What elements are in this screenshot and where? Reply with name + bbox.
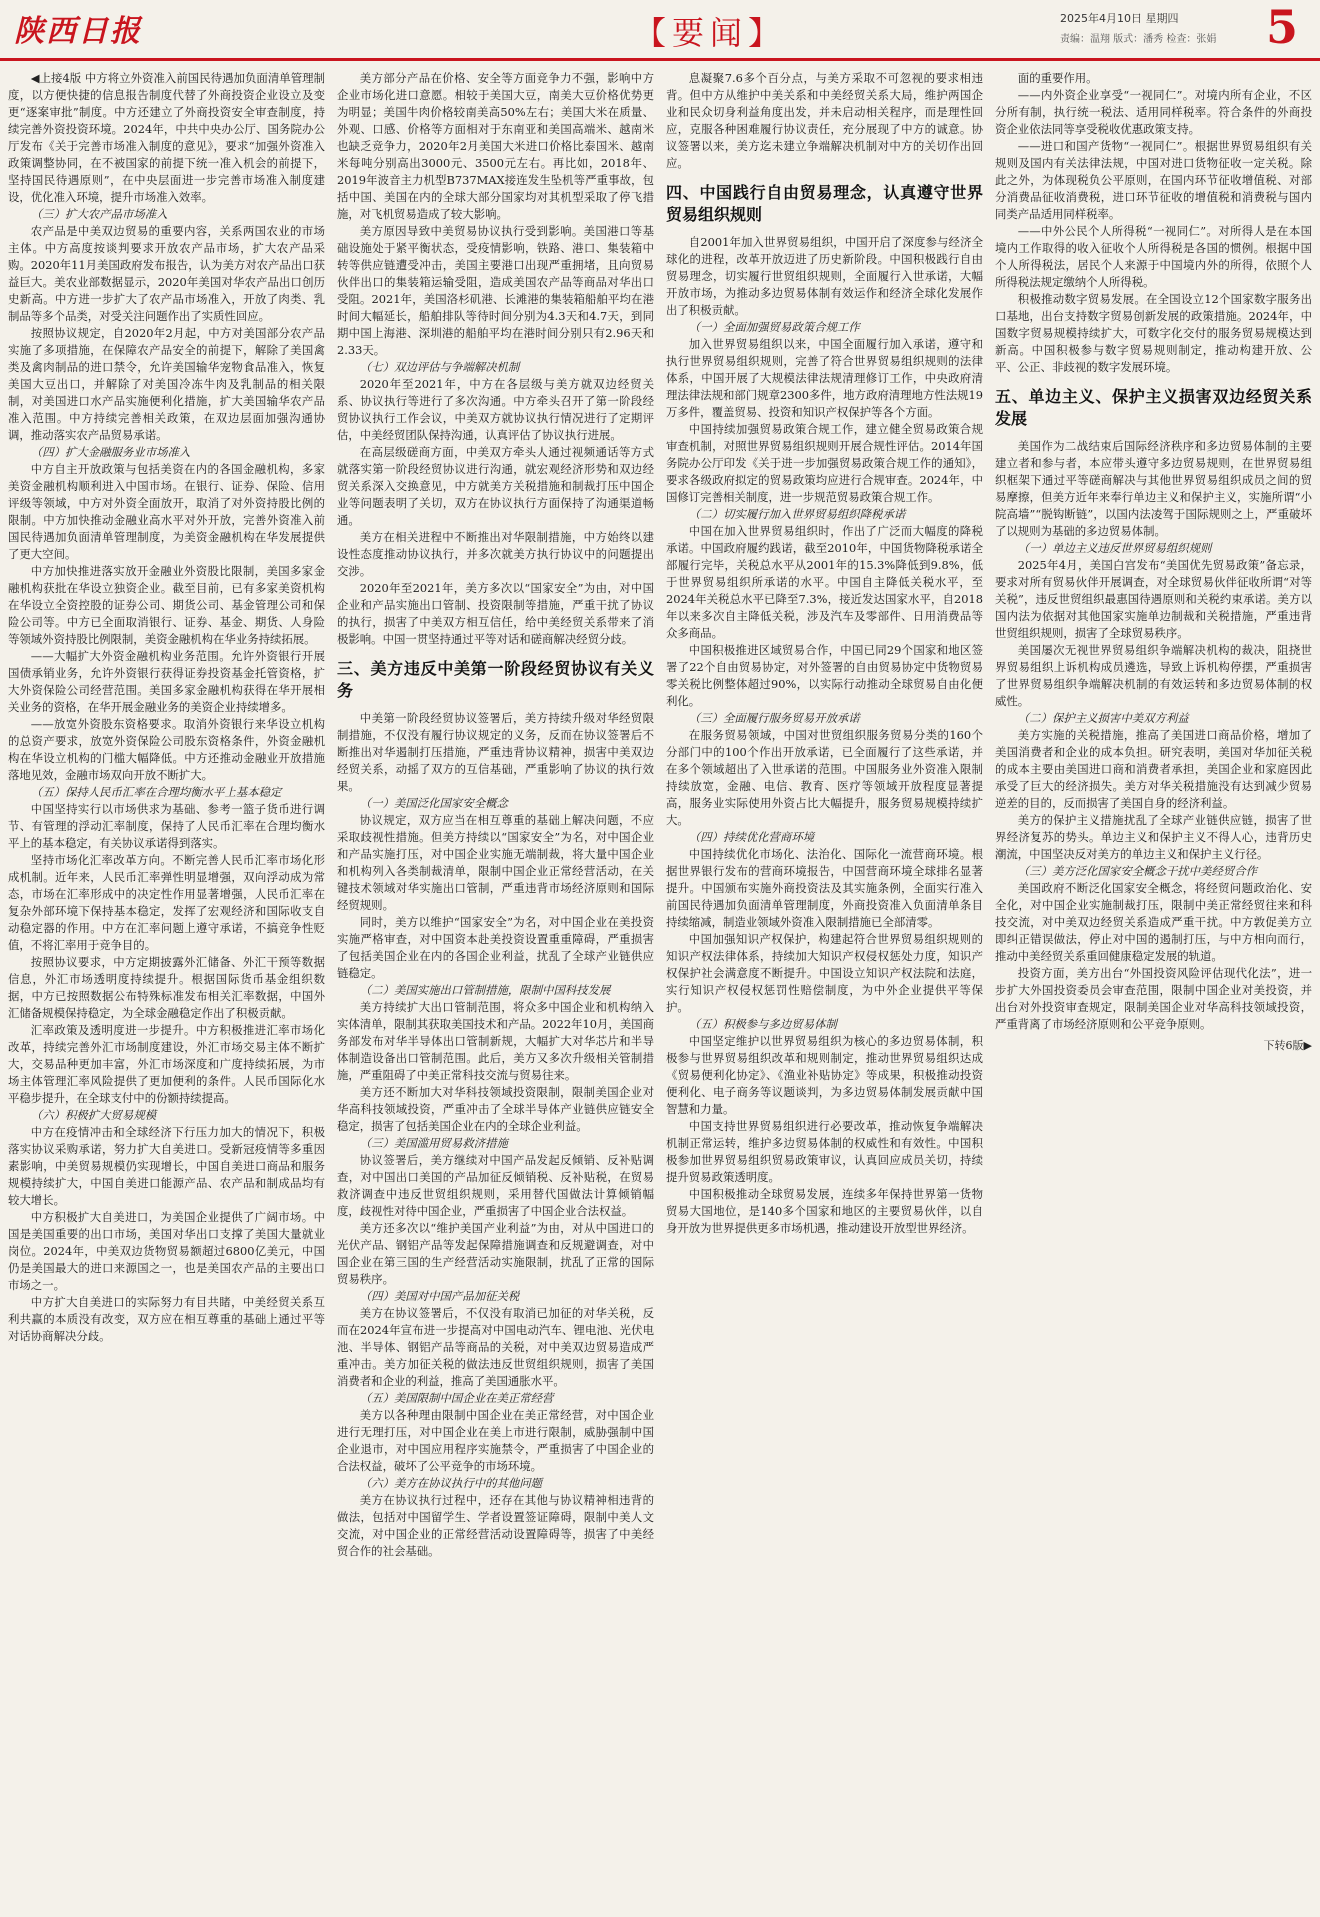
body-paragraph: 中美第一阶段经贸协议签署后，美方持续升级对华经贸限制措施，不仅没有履行协议规定的义务，反而在协议签署后不断推出对华遏制打压措施，严重违背协议精神，损害中美双边经贸关系，动摇了双方的互信基础，严重影响了协议的执行效果。: [337, 711, 654, 793]
body-paragraph: 2025年4月，美国白宫发布“美国优先贸易政策”备忘录，要求对所有贸易伙伴开展调查，对全球贸易伙伴征收所谓“对等关税”，违反世贸组织最惠国待遇原则和关税约束承诺。美方以国内法为依据对其他国家实施单边制裁和关税措施，严重违背世贸组织规则，损害了全球贸易秩序。: [995, 558, 1312, 640]
subsection-heading: （四）美国对中国产品加征关税: [359, 1289, 520, 1303]
page-number: 5: [1265, 0, 1298, 54]
body-paragraph: 中方积极扩大自美进口，为美国企业提供了广阔市场。中国是美国重要的出口市场，美国对华出口支撑了美国大量就业岗位。2024年，中美双边货物贸易额超过6800亿美元，中国仍是美国最大的进口来源国之一，也是美国农产品的主要出口市场之一。: [8, 1210, 325, 1292]
body-paragraph: 美方还不断加大对华科技领域投资限制，限制美国企业对华高科技领域投资，严重冲击了全球半导体产业链供应链安全稳定，损害了包括美国企业在内的全球企业利益。: [337, 1085, 654, 1133]
subsection-heading: （五）美国限制中国企业在美正常经营: [359, 1391, 554, 1405]
subsection-heading: （三）全面履行服务贸易开放承诺: [688, 711, 860, 725]
body-paragraph: 中国加强知识产权保护，构建起符合世界贸易组织规则的知识产权法律体系，持续加大知识产权侵权惩处力度，知识产权保护社会满意度不断提升。中国设立知识产权法院和法庭，实行知识产权侵权惩罚性赔偿制度，为中外企业提供平等保护。: [666, 932, 983, 1014]
body-paragraph: ——放宽外资股东资格要求。取消外资银行来华设立机构的总资产要求，放宽外资保险公司股东资格条件，外资金融机构在华设立机构的门槛大幅降低。中方还推动金融业开放措施落地见效，金融市场双向开放不断扩大。: [8, 717, 325, 782]
body-paragraph: 美方以各种理由限制中国企业在美正常经营，对中国企业进行无理打压，对中国企业在美上市进行限制，威胁强制中国企业退市，对中国应用程序实施禁令，严重损害了中国企业的合法权益，破坏了公平竞争的市场环境。: [337, 1408, 654, 1473]
body-paragraph: 中国在加入世界贸易组织时，作出了广泛而大幅度的降税承诺。中国政府履约践诺，截至2010年，中国货物降税承诺全部履行完毕，关税总水平从2001年的15.3%降低到9.8%，低于世界贸易组织所承诺的水平。中国自主降低关税水平，至2024年关税总水平已降至7.3%，接近发达国家水平，自2018年以来多次自主降低关税，涉及汽车及零部件、日用消费品等众多商品。: [666, 524, 983, 640]
body-paragraph: ——内外资企业享受“一视同仁”。对境内所有企业，不区分所有制，执行统一税法、适用同样税率。符合条件的外商投资企业依法同等享受税收优惠政策支持。: [995, 88, 1312, 136]
masthead: [0, 0, 1320, 61]
section-title-text: 要闻: [672, 14, 749, 52]
body-paragraph: ——进口和国产货物“一视同仁”。根据世界贸易组织有关规则及国内有关法律法规，中国对进口货物征收一定关税。除此之外，为体现税负公平原则，在国内环节征收增值税、对部分消费品征收消费税，进口环节征收的增值税和消费税与国内同类产品适用同样税率。: [995, 139, 1312, 221]
body-paragraph: 美方实施的关税措施，推高了美国进口商品价格，增加了美国消费者和企业的成本负担。研究表明，美国对华加征关税的成本主要由美国进口商和消费者承担，美国企业和家庭因此承受了巨大的经济损失。美方对华关税措施没有达到减少贸易逆差的目的，反而损害了美国自身的经济利益。: [995, 728, 1312, 810]
subsection-heading: （一）美国泛化国家安全概念: [359, 796, 508, 810]
body-paragraph: 中方自主开放政策与包括美资在内的各国金融机构，多家美资金融机构顺利进入中国市场。在银行、证券、保险、信用评级等领域，中方对外资全面放开，取消了对外资持股比例的限制。中方加快推动金融业高水平对外开放，完善外资准入前国民待遇加负面清单管理制度，为美资金融机构在华发展提供了更大空间。: [8, 462, 325, 561]
subsection-heading: （二）保护主义损害中美双方利益: [1017, 711, 1189, 725]
article-column-3: [666, 70, 983, 1905]
body-paragraph: 按照协议规定，自2020年2月起，中方对美国部分农产品实施了多项措施，在保障农产品安全的前提下，解除了美国禽类及禽肉制品的进口禁令，允许美国输华宠物食品准入，恢复美国大豆出口，并解除了对美国冷冻牛肉及乳制品的相关限制，对美国进口水产品实施便利化措施，扩大美国输华农产品准入范围。中方持续完善相关政策，在双边层面加强沟通协调，推动落实农产品贸易承诺。: [8, 326, 325, 442]
body-paragraph: 在高层级磋商方面，中美双方牵头人通过视频通话等方式就落实第一阶段经贸协议进行沟通，就宏观经济形势和双边经贸关系深入交换意见，中方就美方关税措施和制裁打压中国企业等问题表明了关切，双方在协议执行方面保持了沟通渠道畅通。: [337, 445, 654, 527]
body-paragraph: 中方扩大自美进口的实际努力有目共睹，中美经贸关系互利共赢的本质没有改变，双方应在相互尊重的基础上通过平等对话协商解决分歧。: [8, 1295, 325, 1343]
body-paragraph: ◀上接4版 中方将立外资准入前国民待遇加负面清单管理制度，以方便快捷的信息报告制度代替了外商投资企业设立及变更“逐案审批”制度。中方还建立了外商投资安全审查制度，持续完善外资投资环境。2024年，中共中央办公厅、国务院办公厅发布《关于完善市场准入制度的意见》，要求“加强外资准入政策调整协同，在不被国家的前提下统一准入机会的前提下，坚持国民待遇原则”，在中央层面进一步完善市场准入制度建设，优化准入环境，提升市场准入效率。: [8, 71, 325, 204]
body-paragraph: 美方在协议签署后，不仅没有取消已加征的对华关税，反而在2024年宣布进一步提高对中国电动汽车、锂电池、光伏电池、半导体、钢铝产品等商品的关税，对中美双边贸易造成严重冲击。美方加征关税的做法违反世贸组织规则，损害了美国消费者和企业的利益，推高了美国通胀水平。: [337, 1306, 654, 1388]
body-paragraph: 同时，美方以维护“国家安全”为名，对中国企业在美投资实施严格审查，对中国资本赴美投资设置重重障碍，严重损害了包括美国企业在内的各国企业利益，扰乱了全球产业链供应链稳定。: [337, 915, 654, 980]
body-paragraph: 中国持续加强贸易政策合规工作，建立健全贸易政策合规审查机制，对照世界贸易组织规则开展合规性评估。2014年国务院办公厅印发《关于进一步加强贸易政策合规工作的通知》，要求各级政府拟定的贸易政策均应进行合规审查。2024年，中国修订完善相关制度，进一步规范贸易政策合规工作。: [666, 422, 983, 504]
section-heading: 三、美方违反中美第一阶段经贸协议有关义务: [337, 659, 654, 700]
article-columns: [8, 70, 1312, 1905]
body-paragraph: 2020年至2021年，美方多次以“国家安全”为由，对中国企业和产品实施出口管制、投资限制等措施，严重干扰了协议的执行，损害了中美双方相互信任，给中美经贸关系带来了消极影响。中国一贯坚持通过平等对话和磋商解决经贸分歧。: [337, 581, 654, 646]
body-paragraph: 协议规定，双方应当在相互尊重的基础上解决问题，不应采取歧视性措施。但美方持续以“国家安全”为名，对中国企业和产品实施打压，对中国企业实施无端制裁，将大量中国企业和机构列入各类制裁清单，限制中国企业正常经营活动，在关键技术领域对华实施出口管制，严重违背市场经济原则和国际经贸规则。: [337, 813, 654, 912]
body-paragraph: 中国坚持实行以市场供求为基础、参考一篮子货币进行调节、有管理的浮动汇率制度，保持了人民币汇率在合理均衡水平上的基本稳定，有关协议承诺得到落实。: [8, 802, 325, 850]
subsection-heading: （七）双边评估与争端解决机制: [359, 360, 520, 374]
subsection-heading: （三）扩大农产品市场准入: [30, 207, 168, 221]
body-paragraph: 中国坚定维护以世界贸易组织为核心的多边贸易体制，积极参与世界贸易组织改革和规则制定，推动世界贸易组织达成《贸易便利化协定》、《渔业补贴协定》等成果，积极推动投资便利化、电子商务等议题谈判，为多边贸易体制发展贡献中国智慧和力量。: [666, 1034, 983, 1116]
article-column-2: [337, 70, 654, 1905]
body-paragraph: 美方的保护主义措施扰乱了全球产业链供应链，损害了世界经济复苏的势头。单边主义和保护主义不得人心，违背历史潮流，中国坚决反对美方的单边主义和保护主义行径。: [995, 813, 1312, 861]
body-paragraph: 美方部分产品在价格、安全等方面竞争力不强，影响中方企业市场化进口意愿。相较于美国大豆，南美大豆价格优势更为明显；美国牛肉价格较南美高50%左右；美国大米在质量、外观、口感、价格等方面相对于东南亚和美国高端米、越南米也缺乏竞争力，2020年2月美国大米进口价格比泰国米、越南米每吨分别高出3000元、3500元左右。再比如，2018年、2019年波音主力机型B737MAX接连发生坠机等严重事故，包括中国、美国在内的全球大部分国家均对其机型采取了停飞措施，对飞机贸易造成了较大影响。: [337, 71, 654, 221]
section-title: 【要闻】: [634, 14, 787, 52]
body-paragraph: ——大幅扩大外资金融机构业务范围。允许外资银行开展国债承销业务，允许外资银行获得证券投资基金托管资格，扩大外资保险公司经营范围。美国多家金融机构获得在华开展相关业务的资格，在华开展金融业务的美资企业持续增多。: [8, 649, 325, 714]
subsection-heading: （二）切实履行加入世界贸易组织降税承诺: [688, 507, 906, 521]
body-paragraph: 加入世界贸易组织以来，中国全面履行加入承诺，遵守和执行世界贸易组织规则，完善了符合世界贸易组织规则的法律体系，中国开展了大规模法律法规清理修订工作，中央政府清理法律法规和部门规章2300多件，地方政府清理地方性法规19万多件，覆盖贸易、投资和知识产权保护等各个方面。: [666, 337, 983, 419]
body-paragraph: 坚持市场化汇率改革方向。不断完善人民币汇率市场化形成机制。近年来，人民币汇率弹性明显增强，双向浮动成为常态，市场在汇率形成中的决定性作用显著增强，人民币汇率在复杂外部环境下保持基本稳定，发挥了宏观经济和国际收支自动稳定器的作用。中方在汇率问题上遵守承诺，不搞竞争性贬值，不将汇率用于竞争目的。: [8, 853, 325, 952]
subsection-heading: （三）美国滥用贸易救济措施: [359, 1136, 508, 1150]
subsection-heading: （一）单边主义违反世界贸易组织规则: [1017, 541, 1212, 555]
body-paragraph: 美国作为二战结束后国际经济秩序和多边贸易体制的主要建立者和参与者，本应带头遵守多边贸易规则，在世界贸易组织框架下通过平等磋商解决与其他世界贸易组织成员之间的贸易摩擦，但美方近年来奉行单边主义和保护主义，实施所谓“小院高墙”“脱钩断链”，以国内法凌驾于国际规则之上，严重破坏了以规则为基础的多边贸易体制。: [995, 439, 1312, 538]
subsection-heading: （二）美国实施出口管制措施，限制中国科技发展: [359, 983, 611, 997]
section-heading: 五、单边主义、保护主义损害双边经贸关系发展: [995, 387, 1312, 428]
body-paragraph: 汇率政策及透明度进一步提升。中方积极推进汇率市场化改革，持续完善外汇市场制度建设，外汇市场交易主体不断扩大，交易品种更加丰富，外汇市场深度和广度持续拓展，为市场主体管理汇率风险提供了更加便利的条件。人民币国际化水平稳步提升，在全球支付中的份额持续提高。: [8, 1023, 325, 1105]
body-paragraph: 美方还多次以“维护美国产业利益”为由，对从中国进口的光伏产品、钢铝产品等发起保障措施调查和反规避调查，对中国企业在第三国的生产经营活动实施限制，扰乱了正常的国际贸易秩序。: [337, 1221, 654, 1286]
subsection-heading: （五）保持人民币汇率在合理均衡水平上基本稳定: [30, 785, 282, 799]
body-paragraph: 中国积极推进区域贸易合作，中国已同29个国家和地区签署了22个自由贸易协定，对外签署的自由贸易协定中货物贸易零关税比例整体超过90%，以实际行动推动全球贸易自由化便利化。: [666, 643, 983, 708]
body-paragraph: 面的重要作用。: [1017, 71, 1098, 85]
section-heading: 四、中国践行自由贸易理念，认真遵守世界贸易组织规则: [666, 183, 983, 224]
body-paragraph: 中方在疫情冲击和全球经济下行压力加大的情况下，积极落实协议采购承诺，努力扩大自美进口。受新冠疫情等多重因素影响，中美贸易规模仍实现增长，中国自美进口商品和服务规模持续扩大，中国自美进口能源产品、农产品和制成品均有较大增长。: [8, 1125, 325, 1207]
body-paragraph: 中国持续优化市场化、法治化、国际化一流营商环境。根据世界银行发布的营商环境报告，中国营商环境全球排名显著提升。中国颁布实施外商投资法及其实施条例，全面实行准入前国民待遇加负面清单管理制度，外商投资准入负面清单条目持续缩减，制造业领域外资准入限制措施已全部清零。: [666, 847, 983, 929]
subsection-heading: （四）扩大金融服务业市场准入: [30, 445, 191, 459]
body-paragraph: 美国屡次无视世界贸易组织争端解决机构的裁决，阻挠世界贸易组织上诉机构成员遴选，导致上诉机构停摆，严重损害了世界贸易组织争端解决机制的有效运转和多边贸易体制的权威性。: [995, 643, 1312, 708]
subsection-heading: （四）持续优化营商环境: [688, 830, 815, 844]
newspaper-logo: 陕西日报: [14, 14, 142, 49]
body-paragraph: 按照协议要求，中方定期披露外汇储备、外汇干预等数据信息，外汇市场透明度持续提升。根据国际货币基金组织数据，中方已按照数据公布特殊标准发布相关汇率数据，中国外汇储备规模保持稳定，为全球金融稳定作出了积极贡献。: [8, 955, 325, 1020]
subsection-heading: （六）积极扩大贸易规模: [30, 1108, 157, 1122]
body-paragraph: 在服务贸易领域，中国对世贸组织服务贸易分类的160个分部门中的100个作出开放承诺，已全面履行了这些承诺，并在多个领域超出了入世承诺的范围。中国服务业外资准入限制持续放宽，金融、电信、教育、医疗等领域开放程度显著提高，服务业实际使用外资占比大幅提升，服务贸易规模持续扩大。: [666, 728, 983, 827]
body-paragraph: 美方在相关进程中不断推出对华限制措施，中方始终以建设性态度推动协议执行，并多次就美方执行协议中的问题提出交涉。: [337, 530, 654, 578]
body-paragraph: 农产品是中美双边贸易的重要内容，关系两国农业的市场主体。中方高度按谈判要求开放农产品市场，扩大农产品采购。2020年11月美国政府发布报告，认为美方对农产品出口获益巨大。美农业部数据显示，2020年美国对华农产品出口创历史新高。中方进一步扩大了农产品市场准入，开放了肉类、乳制品等多个品类，对受关注问题作出了实质性回应。: [8, 224, 325, 323]
subsection-heading: （五）积极参与多边贸易体制: [688, 1017, 837, 1031]
body-paragraph: 美国政府不断泛化国家安全概念，将经贸问题政治化、安全化，对中国企业实施制裁打压，限制中美正常经贸往来和科技交流，对中美双边经贸关系造成严重干扰。中方敦促美方立即纠正错误做法，停止对中国的遏制打压，与中方相向而行，推动中美经贸关系重回健康稳定发展的轨道。: [995, 881, 1312, 963]
editors-credit: 责编：温翔 版式：潘秀 检查：张娟: [1060, 34, 1217, 45]
body-paragraph: 息凝聚7.6多个百分点，与美方采取不可忽视的要求相违背。但中方从维护中美关系和中美经贸关系大局，维护两国企业和民众切身利益角度出发，并未启动相关程序，而是理性回应，克服各种困难履行协议责任，充分展现了中方的诚意。协议签署以来，美方迄未建立争端解决机制对中方的关切作出回应。: [666, 71, 983, 170]
body-paragraph: 自2001年加入世界贸易组织，中国开启了深度参与经济全球化的进程，改革开放迈进了历史新阶段。中国积极践行自由贸易理念，切实履行世贸组织规则，全面履行入世承诺，大幅开放市场，为推动多边贸易体制有效运作和经济全球化发展作出了积极贡献。: [666, 235, 983, 317]
body-paragraph: 积极推动数字贸易发展。在全国设立12个国家数字服务出口基地，出台支持数字贸易创新发展的政策措施。2024年，中国数字贸易规模持续扩大，可数字化交付的服务贸易规模达到新高。中国积极参与数字贸易规则制定，推动构建开放、公平、公正、非歧视的数字发展环境。: [995, 292, 1312, 374]
body-paragraph: 美方原因导致中美贸易协议执行受到影响。美国港口等基础设施处于紧平衡状态，受疫情影响，铁路、港口、集装箱中转等供应链遭受冲击，美国主要港口出现严重拥堵，且向贸易伙伴出口的集装箱运输受阻，造成美国农产品等商品对华出口受阻。2021年，美国洛杉矶港、长滩港的集装箱船舶平均在港时间大幅延长，船舶排队等待时间分别为4.3天和4.7天，到同期中国上海港、深圳港的船舶平均在港时间分别只有2.96天和2.33天。: [337, 224, 654, 357]
subsection-heading: （一）全面加强贸易政策合规工作: [688, 320, 860, 334]
body-paragraph: 中方加快推进落实放开金融业外资股比限制，美国多家金融机构获批在华设立独资企业。截至目前，已有多家美资机构在华设立全资控股的证券公司、期货公司、基金管理公司和保险公司等。中方已全面取消银行、证券、基金、期货、人身险等领域外资持股比例限制，美资金融机构在华业务持续拓展。: [8, 564, 325, 646]
body-paragraph: 中国积极推动全球贸易发展，连续多年保持世界第一货物贸易大国地位，是140多个国家和地区的主要贸易伙伴，以自身开放为世界提供更多市场机遇，推动建设开放型世界经济。: [666, 1187, 983, 1235]
body-paragraph: 美方在协议执行过程中，还存在其他与协议精神相违背的做法，包括对中国留学生、学者设置签证障碍，限制中美人文交流，对中国企业的正常经营活动设置障碍等，损害了中美经贸合作的社会基础。: [337, 1493, 654, 1558]
article-column-4: [995, 70, 1312, 1905]
subsection-heading: （六）美方在协议执行中的其他问题: [359, 1476, 543, 1490]
continued-on-note: 下转6版▶: [1263, 1039, 1312, 1052]
body-paragraph: ——中外公民个人所得税“一视同仁”。对所得人是在本国境内工作取得的收入征收个人所得税是各国的惯例。根据中国个人所得税法，居民个人来源于中国境内外的所得，依照个人所得税法规定缴纳个人所得税。: [995, 224, 1312, 289]
body-paragraph: 协议签署后，美方继续对中国产品发起反倾销、反补贴调查，对中国出口美国的产品加征反倾销税、反补贴税，在贸易救济调查中违反世贸组织规则，采用替代国做法计算倾销幅度，歧视性对待中国企业，严重损害了中国企业合法权益。: [337, 1153, 654, 1218]
body-paragraph: 中国支持世界贸易组织进行必要改革，推动恢复争端解决机制正常运转，维护多边贸易体制的权威性和有效性。中国积极参加世界贸易组织贸易政策审议，认真回应成员关切，持续提升贸易政策透明度。: [666, 1119, 983, 1184]
body-paragraph: 投资方面，美方出台“外国投资风险评估现代化法”，进一步扩大外国投资委员会审查范围，限制中国企业对美投资，并出台对外投资审查规定，限制美国企业对华高科技领域投资，严重背离了市场经济原则和公平竞争原则。: [995, 966, 1312, 1031]
subsection-heading: （三）美方泛化国家安全概念干扰中美经贸合作: [1017, 864, 1258, 878]
body-paragraph: 2020年至2021年，中方在各层级与美方就双边经贸关系、协议执行等进行了多次沟通。中方牵头召开了第一阶段经贸协议执行工作会议，中美双方就协议执行情况进行了定期评估，中美经贸团队保持沟通，认真评估了协议执行进展。: [337, 377, 654, 442]
article-column-1: [8, 70, 325, 1905]
dateline: 2025年4月10日 星期四: [1060, 12, 1179, 25]
body-paragraph: 美方持续扩大出口管制范围，将众多中国企业和机构纳入实体清单，限制其获取美国技术和产品。2022年10月，美国商务部发布对华半导体出口管制新规，大幅扩大对华芯片和半导体制造设备出口管制范围。此后，美方又多次升级相关管制措施，严重阻碍了中美正常科技交流与贸易往来。: [337, 1000, 654, 1082]
